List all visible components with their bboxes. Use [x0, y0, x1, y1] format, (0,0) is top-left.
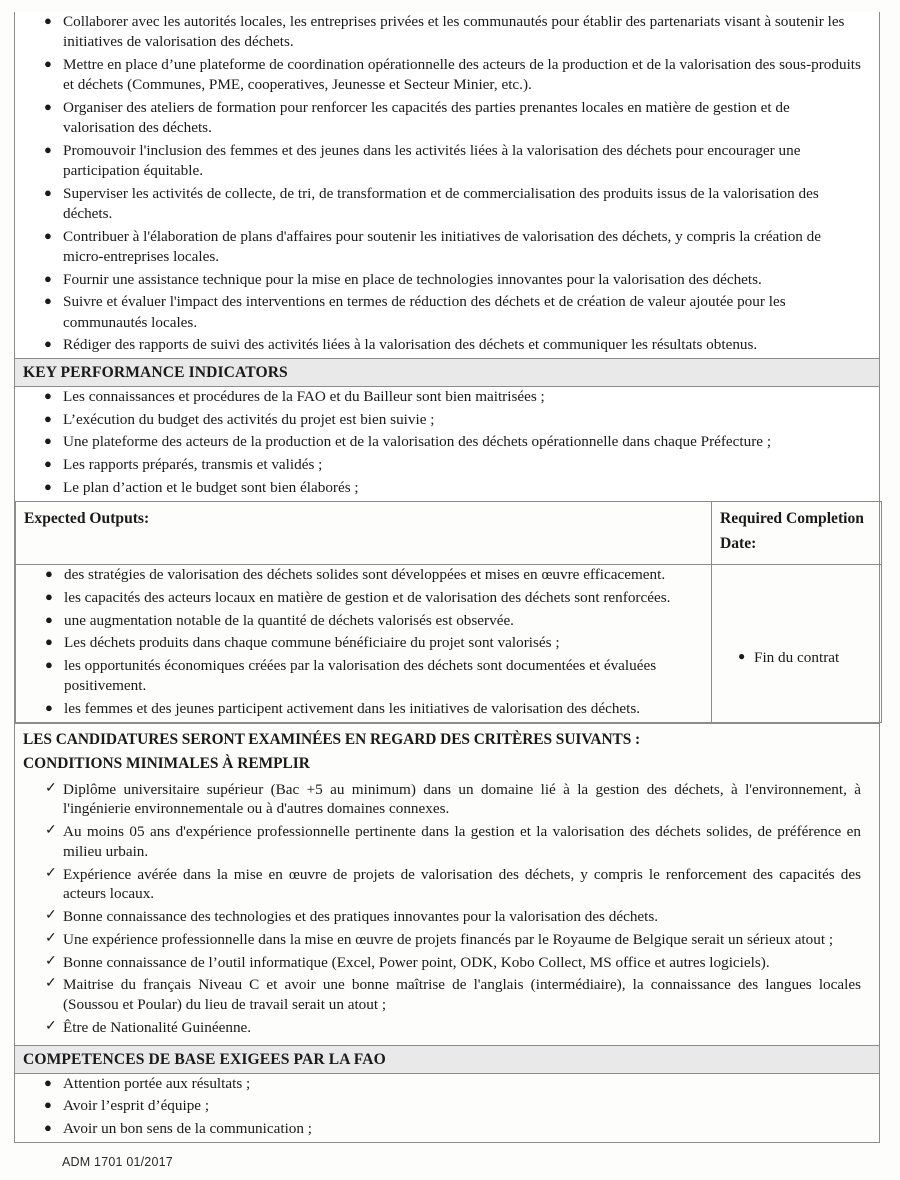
list-item	[15, 335, 879, 358]
checkmark-icon: ✓	[45, 780, 57, 796]
bullet-icon: ●	[44, 388, 52, 404]
list-item	[15, 1096, 879, 1119]
expected-outputs-table	[15, 501, 882, 723]
required-completion-date-header-label: Required Completion Date:	[720, 509, 864, 552]
competencies-list	[15, 1074, 879, 1143]
table-header-row	[16, 501, 882, 565]
criterion-text: Expérience avérée dans la mise en œuvre de projets de valorisation des déchets, y compris le renforcement des capacités des acteurs locaux.	[63, 865, 861, 903]
criterion-text: Être de Nationalité Guinéenne.	[63, 1018, 252, 1036]
competency-text: Avoir l’esprit d’équipe ;	[63, 1097, 210, 1115]
expected-outputs-header-label: Expected Outputs:	[24, 509, 150, 527]
duty-text: Organiser des ateliers de formation pour renforcer les capacités des parties prenantes locales en matière de gestion et de valorisation des déchets.	[63, 98, 790, 137]
bullet-icon: ●	[44, 141, 52, 157]
bullet-icon: ●	[45, 588, 53, 604]
list-item	[15, 292, 879, 335]
checkmark-icon: ✓	[45, 908, 57, 924]
completion-date-text: Fin du contrat	[754, 649, 840, 667]
criteria-title: LES CANDIDATURES SERONT EXAMINÉES EN REGARD DES CRITÈRES SUIVANTS :	[23, 730, 641, 748]
list-item	[15, 930, 879, 953]
bullet-icon: ●	[44, 336, 52, 352]
footer-form-code: ADM 1701 01/2017	[62, 1155, 173, 1169]
list-item	[15, 975, 879, 1018]
duty-text: Promouvoir l'inclusion des femmes et des jeunes dans les activités liées à la valorisation des déchets pour encourager une participation équitable.	[63, 141, 801, 180]
list-item	[15, 12, 879, 55]
bullet-icon: ●	[45, 566, 53, 582]
list-item	[16, 699, 711, 722]
list-item	[15, 1018, 879, 1041]
list-item	[15, 780, 879, 823]
duty-text: Suivre et évaluer l'impact des interventions en termes de réduction des déchets et de création de valeur ajoutée pour les communautés locales.	[63, 293, 786, 331]
criteria-list	[15, 780, 879, 1041]
checkmark-icon: ✓	[45, 865, 57, 881]
list-item	[16, 588, 711, 611]
criterion-text: Bonne connaissance de l’outil informatique (Excel, Power point, ODK, Kobo Collect, MS office et autres logiciels).	[63, 953, 770, 971]
duty-text: Collaborer avec les autorités locales, les entreprises privées et les communautés pour établir des partenariats visant à soutenir les initiatives de valorisation des déchets.	[63, 13, 845, 51]
output-text: les opportunités économiques créées par la valorisation des déchets sont documentées et évaluées positivement.	[64, 657, 657, 695]
document-body	[14, 12, 880, 1143]
list-item	[15, 141, 879, 184]
bullet-icon: ●	[44, 478, 52, 494]
kpi-section	[15, 387, 879, 501]
criterion-text: Bonne connaissance des technologies et des pratiques innovantes pour la valorisation des déchets.	[63, 908, 659, 926]
output-text: les capacités des acteurs locaux en matière de gestion et de valorisation des déchets sont renforcées.	[64, 588, 671, 606]
checkmark-icon: ✓	[45, 1018, 57, 1034]
list-item	[15, 907, 879, 930]
bullet-icon: ●	[44, 13, 52, 28]
bullet-icon: ●	[44, 184, 52, 200]
duties-section	[15, 12, 879, 358]
bullet-icon: ●	[44, 270, 52, 286]
output-text: des stratégies de valorisation des déchets solides sont développées et mises en œuvre efficacement.	[64, 566, 666, 584]
bullet-icon: ●	[44, 433, 52, 449]
list-item	[15, 865, 879, 908]
list-item	[16, 633, 711, 656]
output-text: Les déchets produits dans chaque commune bénéficiaire du projet sont valorisés ;	[64, 634, 560, 652]
kpi-text: Les connaissances et procédures de la FAO et du Bailleur sont bien maitrisées ;	[63, 388, 545, 406]
list-item	[15, 227, 879, 270]
list-item	[15, 1074, 879, 1097]
bullet-icon: ●	[44, 1120, 52, 1136]
list-item	[15, 455, 879, 478]
criterion-text: Une expérience professionnelle dans la mise en œuvre de projets financés par le Royaume de Belgique serait un sérieux atout ;	[63, 930, 834, 948]
kpi-text: Les rapports préparés, transmis et validés ;	[63, 456, 323, 474]
bullet-icon: ●	[44, 1097, 52, 1113]
checkmark-icon: ✓	[45, 976, 57, 992]
completion-date-item	[712, 565, 881, 673]
checkmark-icon: ✓	[45, 823, 57, 839]
bullet-icon: ●	[45, 657, 53, 673]
list-item	[16, 565, 711, 588]
table-cell-outputs-body	[16, 565, 712, 723]
bullet-icon: ●	[45, 634, 53, 650]
duty-text: Contribuer à l'élaboration de plans d'affaires pour soutenir les initiatives de valorisation des déchets, y compris la création de micro-entreprises locales.	[63, 227, 822, 265]
criterion-text: Au moins 05 ans d'expérience professionnelle pertinente dans la gestion et la valorisation des déchets solides, de préférence en milieu urbain.	[63, 823, 861, 860]
kpi-list	[15, 387, 879, 501]
bullet-icon: ●	[44, 1074, 52, 1090]
criteria-section	[15, 723, 879, 1045]
bullet-icon: ●	[44, 456, 52, 472]
list-item	[15, 410, 879, 433]
list-item	[15, 822, 879, 865]
table-row	[16, 565, 882, 723]
criterion-text: Maitrise du français Niveau C et avoir une bonne maîtrise de l'anglais (intermédiaire), la connaissance des langues locales (Soussou et Poular) du lieu de travail serait un atout ;	[63, 976, 861, 1014]
list-item	[15, 478, 879, 501]
bullet-icon: ●	[44, 293, 52, 309]
list-item	[15, 953, 879, 976]
table-cell-outputs-header	[16, 501, 712, 565]
list-item	[15, 184, 879, 227]
list-item	[15, 387, 879, 410]
bullet-icon: ●	[44, 98, 52, 114]
bullet-icon: ●	[45, 611, 53, 627]
duty-text: Superviser les activités de collecte, de tri, de transformation et de commercialisation des produits issus de la valorisation des déchets.	[63, 184, 819, 222]
duties-list	[15, 12, 879, 358]
table-cell-date-header	[712, 501, 882, 565]
duty-text: Rédiger des rapports de suivi des activités liées à la valorisation des déchets et communiquer les résultats obtenus.	[63, 336, 758, 354]
criterion-text: Diplôme universitaire supérieur (Bac +5 au minimum) dans un domaine lié à la gestion des déchets, à l'environnement, à l'ingénierie environnementale ou à d'autres domaines connexes.	[63, 780, 861, 818]
list-item	[15, 432, 879, 455]
competency-text: Attention portée aux résultats ;	[63, 1074, 251, 1092]
list-item	[15, 55, 879, 98]
list-item	[15, 1119, 879, 1142]
outputs-list	[16, 565, 711, 722]
list-item	[15, 270, 879, 293]
list-item	[16, 656, 711, 699]
output-text: les femmes et des jeunes participent activement dans les initiatives de valorisation des déchets.	[64, 699, 641, 717]
kpi-text: L’exécution du budget des activités du projet est bien suivie ;	[63, 410, 435, 428]
competency-text: Avoir un bon sens de la communication ;	[63, 1120, 312, 1138]
criteria-subtitle: CONDITIONS MINIMALES À REMPLIR	[23, 754, 310, 772]
bullet-icon: ●	[44, 55, 52, 71]
kpi-text: Une plateforme des acteurs de la production et de la valorisation des déchets opérationnelle dans chaque Préfecture ;	[63, 433, 772, 451]
table-cell-completion-date	[712, 565, 882, 723]
duty-text: Mettre en place d’une plateforme de coordination opérationnelle des acteurs de la production et de la valorisation des sous-produits et déchets (Communes, PME, cooperatives, Jeunesse et Secteur Minier, etc.).	[63, 55, 861, 94]
output-text: une augmentation notable de la quantité de déchets valorisés est observée.	[64, 611, 514, 629]
kpi-text: Le plan d’action et le budget sont bien élaborés ;	[63, 478, 359, 496]
duty-text: Fournir une assistance technique pour la mise en place de technologies innovantes pour la valorisation des déchets.	[63, 270, 762, 288]
bullet-icon: ●	[44, 410, 52, 426]
list-item	[16, 611, 711, 634]
bullet-icon: ●	[738, 649, 746, 664]
bullet-icon: ●	[45, 699, 53, 715]
checkmark-icon: ✓	[45, 953, 57, 969]
kpi-section-heading: KEY PERFORMANCE INDICATORS	[15, 358, 879, 387]
list-item	[15, 98, 879, 141]
completion-date-cell	[712, 565, 881, 673]
competencies-section-heading: COMPETENCES DE BASE EXIGEES PAR LA FAO	[15, 1045, 879, 1074]
checkmark-icon: ✓	[45, 930, 57, 946]
bullet-icon: ●	[44, 227, 52, 243]
